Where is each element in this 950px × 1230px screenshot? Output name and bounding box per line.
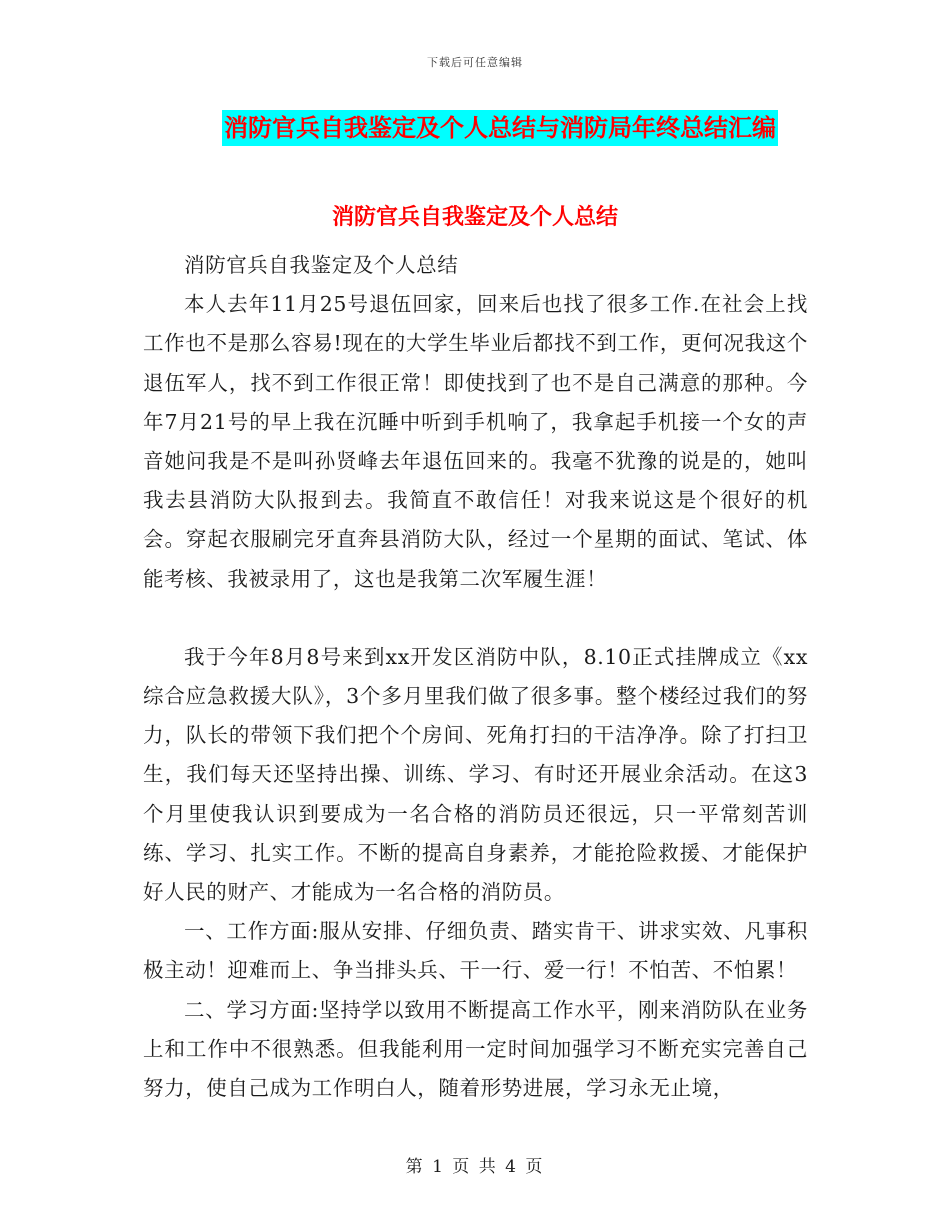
section-title: 消防官兵自我鉴定及个人总结 (331, 204, 618, 230)
paragraph: 二、学习方面:坚持学以致用不断提高工作水平，刚来消防队在业务上和工作中不很熟悉。但我能利用一定时间加强学习不断充实完善自己努力，使自己成为工作明白人，随着形势进展，学习永无止境， (143, 997, 808, 1101)
page-header-note: 下载后可任意编辑 (427, 56, 523, 69)
paragraph: 我于今年8月8号来到xx开发区消防中队，8.10正式挂牌成立《xx综合应急救援大队》，3个多月里我们做了很多事。整个楼经过我们的努力，队长的带领下我们把个个房间、死角打扫的干洁净净。除了打扫卫生，我们每天还坚持出操、训练、学习、有时还开展业余活动。在这3个月里使我认识到要成为一名合格的消防员还很远，只一平常刻苦训练、学习、扎实工作。不断的提高自身素养，才能抢险救援、才能保护好人民的财产、才能成为一名合格的消防员。 (143, 644, 808, 905)
paragraph: 消防官兵自我鉴定及个人总结 (184, 253, 459, 277)
main-title: 消防官兵自我鉴定及个人总结与消防局年终总结汇编 (222, 110, 778, 146)
paragraph: 一、工作方面:服从安排、仔细负责、踏实肯干、讲求实效、凡事积极主动！迎难而上、争当排头兵、干一行、爱一行！不怕苦、不怕累！ (143, 919, 808, 983)
paragraph: 本人去年11月25号退伍回家，回来后也找了很多工作.在社会上找工作也不是那么容易!现在的大学生毕业后都找不到工作，更何况我这个退伍军人，找不到工作很正常！即使找到了也不是自己满意的那种。今年7月21号的早上我在沉睡中听到手机响了，我拿起手机接一个女的声音她问我是不是叫孙贤峰去年退伍回来的。我毫不犹豫的说是的，她叫我去县消防大队报到去。我简直不敢信任！对我来说这是个很好的机会。穿起衣服刷完牙直奔县消防大队，经过一个星期的面试、笔试、体能考核、我被录用了，这也是我第二次军履生涯！ (143, 292, 808, 591)
page-footer: 第 1 页 共 4 页 (405, 1157, 545, 1177)
document-body (143, 246, 808, 1108)
main-title-container (0, 110, 950, 146)
